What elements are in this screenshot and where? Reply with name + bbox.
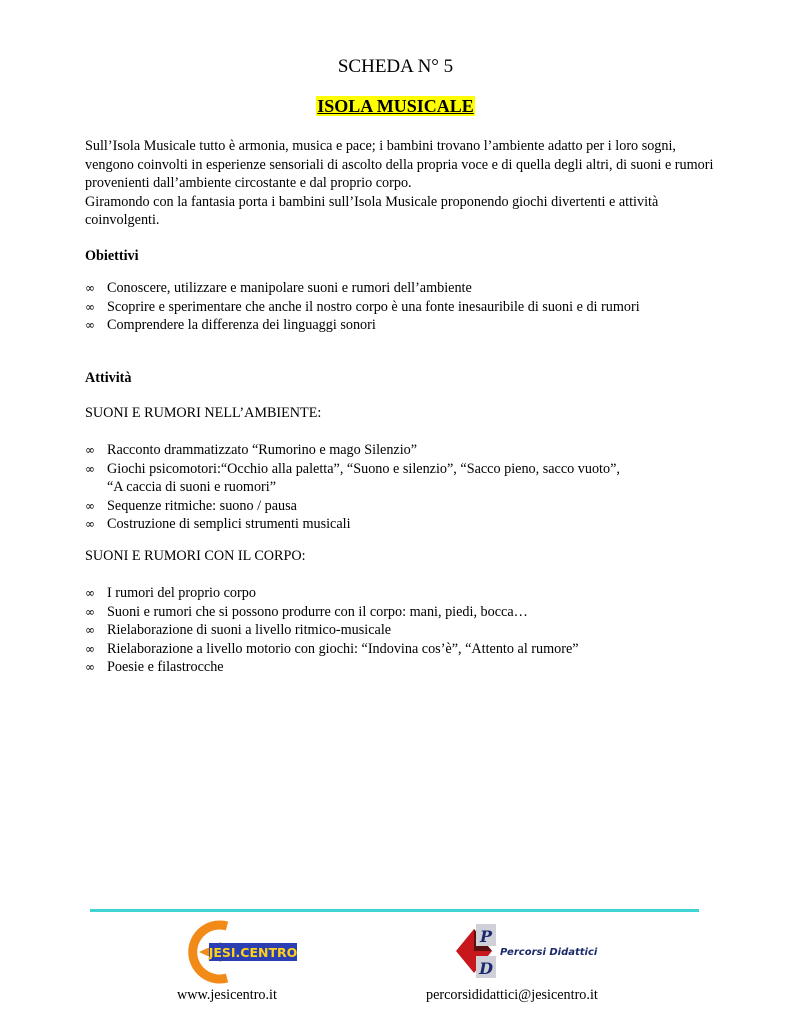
activities-heading: Attività (85, 370, 132, 386)
environment-section-label: SUONI E RUMORI NELL’AMBIENTE: (85, 405, 322, 421)
infinity-bullet-icon: ∞ (85, 641, 95, 656)
infinity-bullet-icon: ∞ (85, 623, 95, 637)
percorsi-didattici-logo (452, 922, 598, 980)
intro-paragraph-2: Giramondo con la fantasia porta i bambini sull’Isola Musicale proponendo giochi divertenti e attività coinvolgenti. (85, 193, 659, 228)
infinity-bullet-icon: ∞ (85, 498, 95, 513)
list-item: ∞ I rumori del proprio corpo (85, 585, 256, 601)
list-item: ∞ Conoscere, utilizzare e manipolare suoni e rumori dell’ambiente (85, 280, 472, 296)
list-item: ∞ Rielaborazione a livello motorio con giochi: “Indovina cos’è”, “Attento al rumore” (85, 640, 579, 657)
list-item: ∞ Scoprire e sperimentare che anche il nostro corpo è una fonte inesauribile di suoni e di rumori (85, 298, 640, 315)
infinity-bullet-icon: ∞ (85, 299, 95, 314)
list-item: ∞ Costruzione di semplici strumenti musicali (85, 516, 351, 532)
footer-link-email[interactable]: percorsididattici@jesicentro.it (426, 987, 598, 1003)
list-item-continuation: “A caccia di suoni e ruomori” (107, 479, 277, 495)
body-list (85, 584, 725, 677)
infinity-bullet-icon: ∞ (85, 517, 95, 531)
infinity-bullet-icon: ∞ (85, 604, 95, 619)
list-item: ∞ Sequenze ritmiche: suono / pausa (85, 497, 297, 514)
infinity-bullet-icon: ∞ (85, 461, 95, 476)
environment-list (85, 441, 725, 534)
intro-text (85, 137, 725, 230)
list-item: ∞ Rielaborazione di suoni a livello ritmico-musicale (85, 622, 392, 638)
infinity-bullet-icon: ∞ (85, 586, 95, 600)
objectives-heading: Obiettivi (85, 248, 139, 264)
jesicentro-logo (187, 922, 302, 982)
list-item: ∞ Giochi psicomotori:“Occhio alla paletta”, “Suono e silenzio”, “Sacco pieno, sacco vuoto”, “A caccia di suoni e ruomori” (85, 460, 725, 497)
logo-letter-d: D (479, 959, 493, 978)
page-subtitle: ISOLA MUSICALE (317, 96, 474, 116)
footer-link-jesicentro[interactable]: www.jesicentro.it (177, 987, 277, 1003)
jesicentro-logo-text: JESI.CENTRO (208, 945, 298, 960)
logo-letter-p: P (479, 927, 493, 946)
list-item: ∞ Poesie e filastrocche (85, 659, 224, 675)
list-item: ∞ Racconto drammatizzato “Rumorino e mago Silenzio” (85, 442, 418, 458)
infinity-bullet-icon: ∞ (85, 443, 95, 457)
subtitle-wrap (0, 96, 791, 117)
list-item: ∞ Suoni e rumori che si possono produrre con il corpo: mani, piedi, bocca… (85, 603, 528, 620)
footer-divider (90, 909, 699, 912)
objectives-list (85, 279, 725, 335)
intro-paragraph-1: Sull’Isola Musicale tutto è armonia, musica e pace; i bambini trovano l’ambiente adatto per i loro sogni, vengono coinvolti in esperienze sensoriali di ascolto della propria voce e di quella degli altri, di suoni e rumori provenienti dall’ambiente circostante e dal proprio corpo. (85, 138, 714, 191)
list-item: ∞ Comprendere la differenza dei linguaggi sonori (85, 317, 376, 333)
infinity-bullet-icon: ∞ (85, 660, 95, 674)
percorsi-didattici-logo-text: Percorsi Didattici (500, 947, 598, 958)
page-title: SCHEDA N° 5 (337, 56, 454, 77)
infinity-bullet-icon: ∞ (85, 281, 95, 295)
infinity-bullet-icon: ∞ (85, 318, 95, 332)
body-section-label: SUONI E RUMORI CON IL CORPO: (85, 548, 306, 564)
